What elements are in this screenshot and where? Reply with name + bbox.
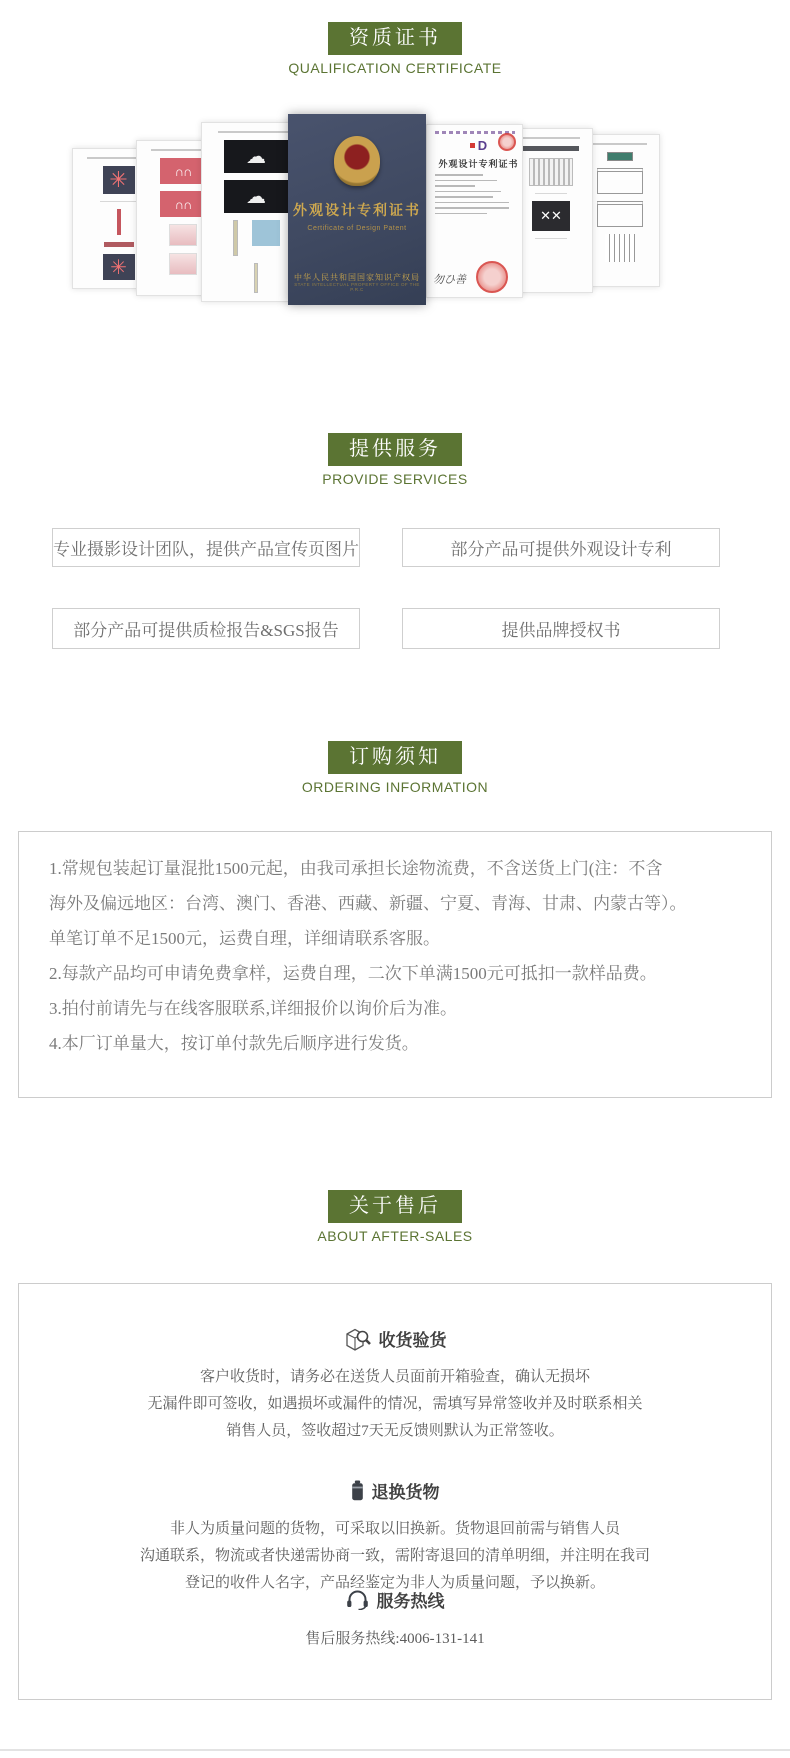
- ordering-line: 海外及偏远地区：台湾、澳门、香港、西藏、新疆、宁夏、青海、甘肃、内蒙古等）。: [49, 894, 687, 913]
- headset-icon: [346, 1590, 369, 1610]
- aftersales-block-heading: [19, 1587, 771, 1612]
- ordering-line: 单笔订单不足1500元，运费自理，详细请联系客服。: [49, 929, 440, 948]
- certificates-fan: [0, 113, 790, 308]
- certificate-page-patent: [426, 124, 523, 298]
- hotline-number: 售后服务热线:4006-131-141: [305, 1631, 485, 1647]
- text-line: 非人为质量问题的货物，可采取以旧换新。货物退回前需与销售人员: [169, 1521, 620, 1537]
- patent-drawing-thumb: [597, 201, 643, 227]
- patent-drawing-thumb: [523, 146, 579, 151]
- service-item: 部分产品可提供质检报告&SGS报告: [52, 608, 360, 649]
- text-line: [435, 185, 475, 187]
- ordering-line: 2.每款产品均可申请免费拿样，运费自理，二次下单满1500元可抵扣一款样品费。: [49, 964, 657, 983]
- patent-drawing-thumb: [117, 209, 121, 235]
- aftersales-block-text: [19, 1516, 771, 1597]
- service-item: 专业摄影设计团队，提供产品宣传页图片: [52, 528, 360, 567]
- service-item: 提供品牌授权书: [402, 608, 720, 649]
- section-subtitle-services: PROVIDE SERVICES: [322, 471, 468, 487]
- text-line: [435, 202, 509, 204]
- caption-line: [535, 238, 568, 239]
- patent-drawing-thumb: [233, 220, 238, 256]
- page-header-line: [592, 143, 647, 145]
- patent-drawing-thumb: ☁: [224, 140, 288, 173]
- page-header-line: [218, 131, 294, 133]
- aftersales-box: [18, 1283, 772, 1700]
- text-line: [435, 191, 501, 193]
- section-title-qualification: 资质证书: [328, 22, 462, 55]
- patent-drawing-thumb: [252, 220, 280, 246]
- section-subtitle-aftersales: ABOUT AFTER-SALES: [317, 1228, 473, 1244]
- patent-drawing-thumb: ✳: [103, 254, 135, 280]
- bottom-divider: [0, 1749, 790, 1751]
- national-emblem-icon: [334, 136, 380, 186]
- block-heading-label: 退换货物: [371, 1483, 440, 1502]
- certificate-title: 外观设计专利证书: [438, 159, 519, 169]
- red-seal-icon: [476, 261, 508, 293]
- section-title-aftersales: 关于售后: [328, 1190, 462, 1223]
- signature: 勿ひ善: [433, 274, 466, 286]
- block-heading-label: 收货验货: [378, 1331, 447, 1350]
- ordering-line: 1.常规包装起订量混批1500元起，由我司承担长途物流费，不含送货上门(注：不含: [49, 859, 663, 878]
- patent-drawing-thumb: ✳: [103, 166, 135, 194]
- package-inspect-icon: [344, 1326, 371, 1351]
- text-line: [435, 213, 487, 215]
- text-line: 销售人员，签收超过7天无反馈则默认为正常签收。: [226, 1423, 564, 1439]
- caption-line: [100, 201, 136, 202]
- patent-drawing-thumb: [104, 242, 134, 247]
- patent-drawing-thumb: [254, 263, 258, 293]
- red-seal-icon: [498, 133, 516, 151]
- text-line: 登记的收件人名字，产品经鉴定为非人为质量问题，予以换新。: [184, 1575, 605, 1591]
- cover-issuer-en: STATE INTELLECTUAL PROPERTY OFFICE OF THE P.R.C: [294, 282, 420, 292]
- section-subtitle-ordering: ORDERING INFORMATION: [301, 779, 489, 795]
- text-line: [435, 174, 483, 176]
- ordering-line: 3.拍付前请先与在线客服联系,详细报价以询价后为准。: [49, 999, 457, 1018]
- section-title-ordering: 订购须知: [328, 741, 462, 774]
- ordering-line: 4.本厂订单量大，按订单付款先后顺序进行发货。: [49, 1034, 419, 1053]
- cover-issuer: 中华人民共和国国家知识产权局: [294, 273, 420, 282]
- patent-drawing-thumb: [169, 253, 197, 275]
- return-goods-icon: [351, 1480, 364, 1501]
- section-title-services: 提供服务: [328, 433, 462, 466]
- patent-drawing-thumb: [529, 158, 573, 186]
- text-line: [435, 196, 493, 198]
- text-line: 沟通联系，物流或者快递需协商一致，需附寄退回的清单明细，并注明在我司: [139, 1548, 650, 1564]
- patent-drawing-thumb: [169, 224, 197, 246]
- patent-drawing-thumb: [597, 168, 643, 194]
- ordering-info-box: [18, 831, 772, 1098]
- text-line: 客户收货时，请务必在送货人员面前开箱验查，确认无损坏: [199, 1369, 590, 1385]
- aftersales-block-text: [19, 1364, 771, 1445]
- patent-certificate-cover: [288, 114, 426, 305]
- patent-drawing-thumb: [605, 234, 635, 262]
- cover-title: 外观设计专利证书: [293, 202, 421, 218]
- service-item: 部分产品可提供外观设计专利: [402, 528, 720, 567]
- page-header-line: [522, 137, 579, 139]
- aftersales-hotline: [19, 1626, 771, 1653]
- patent-drawing-thumb: [607, 152, 633, 161]
- logo-dot: [470, 143, 475, 148]
- aftersales-block-heading: [19, 1478, 771, 1503]
- patent-drawing-thumb: ☁: [224, 180, 288, 213]
- section-subtitle-qualification: QUALIFICATION CERTIFICATE: [288, 60, 502, 76]
- patent-office-logo: D: [477, 138, 488, 153]
- patent-drawing-thumb: ∩∩: [160, 191, 206, 217]
- patent-drawing-thumb: ∩∩: [160, 158, 206, 184]
- text-line: [435, 180, 497, 182]
- block-heading-label: 服务热线: [376, 1592, 445, 1611]
- patent-drawing-thumb: ✕✕: [532, 201, 570, 231]
- aftersales-block-heading: [19, 1326, 771, 1351]
- text-line: [435, 207, 509, 209]
- caption-line: [535, 193, 568, 194]
- text-line: 无漏件即可签收，如遇损坏或漏件的情况，需填写异常签收并及时联系相关: [147, 1396, 643, 1412]
- cover-subtitle: Certificate of Design Patent: [307, 225, 407, 232]
